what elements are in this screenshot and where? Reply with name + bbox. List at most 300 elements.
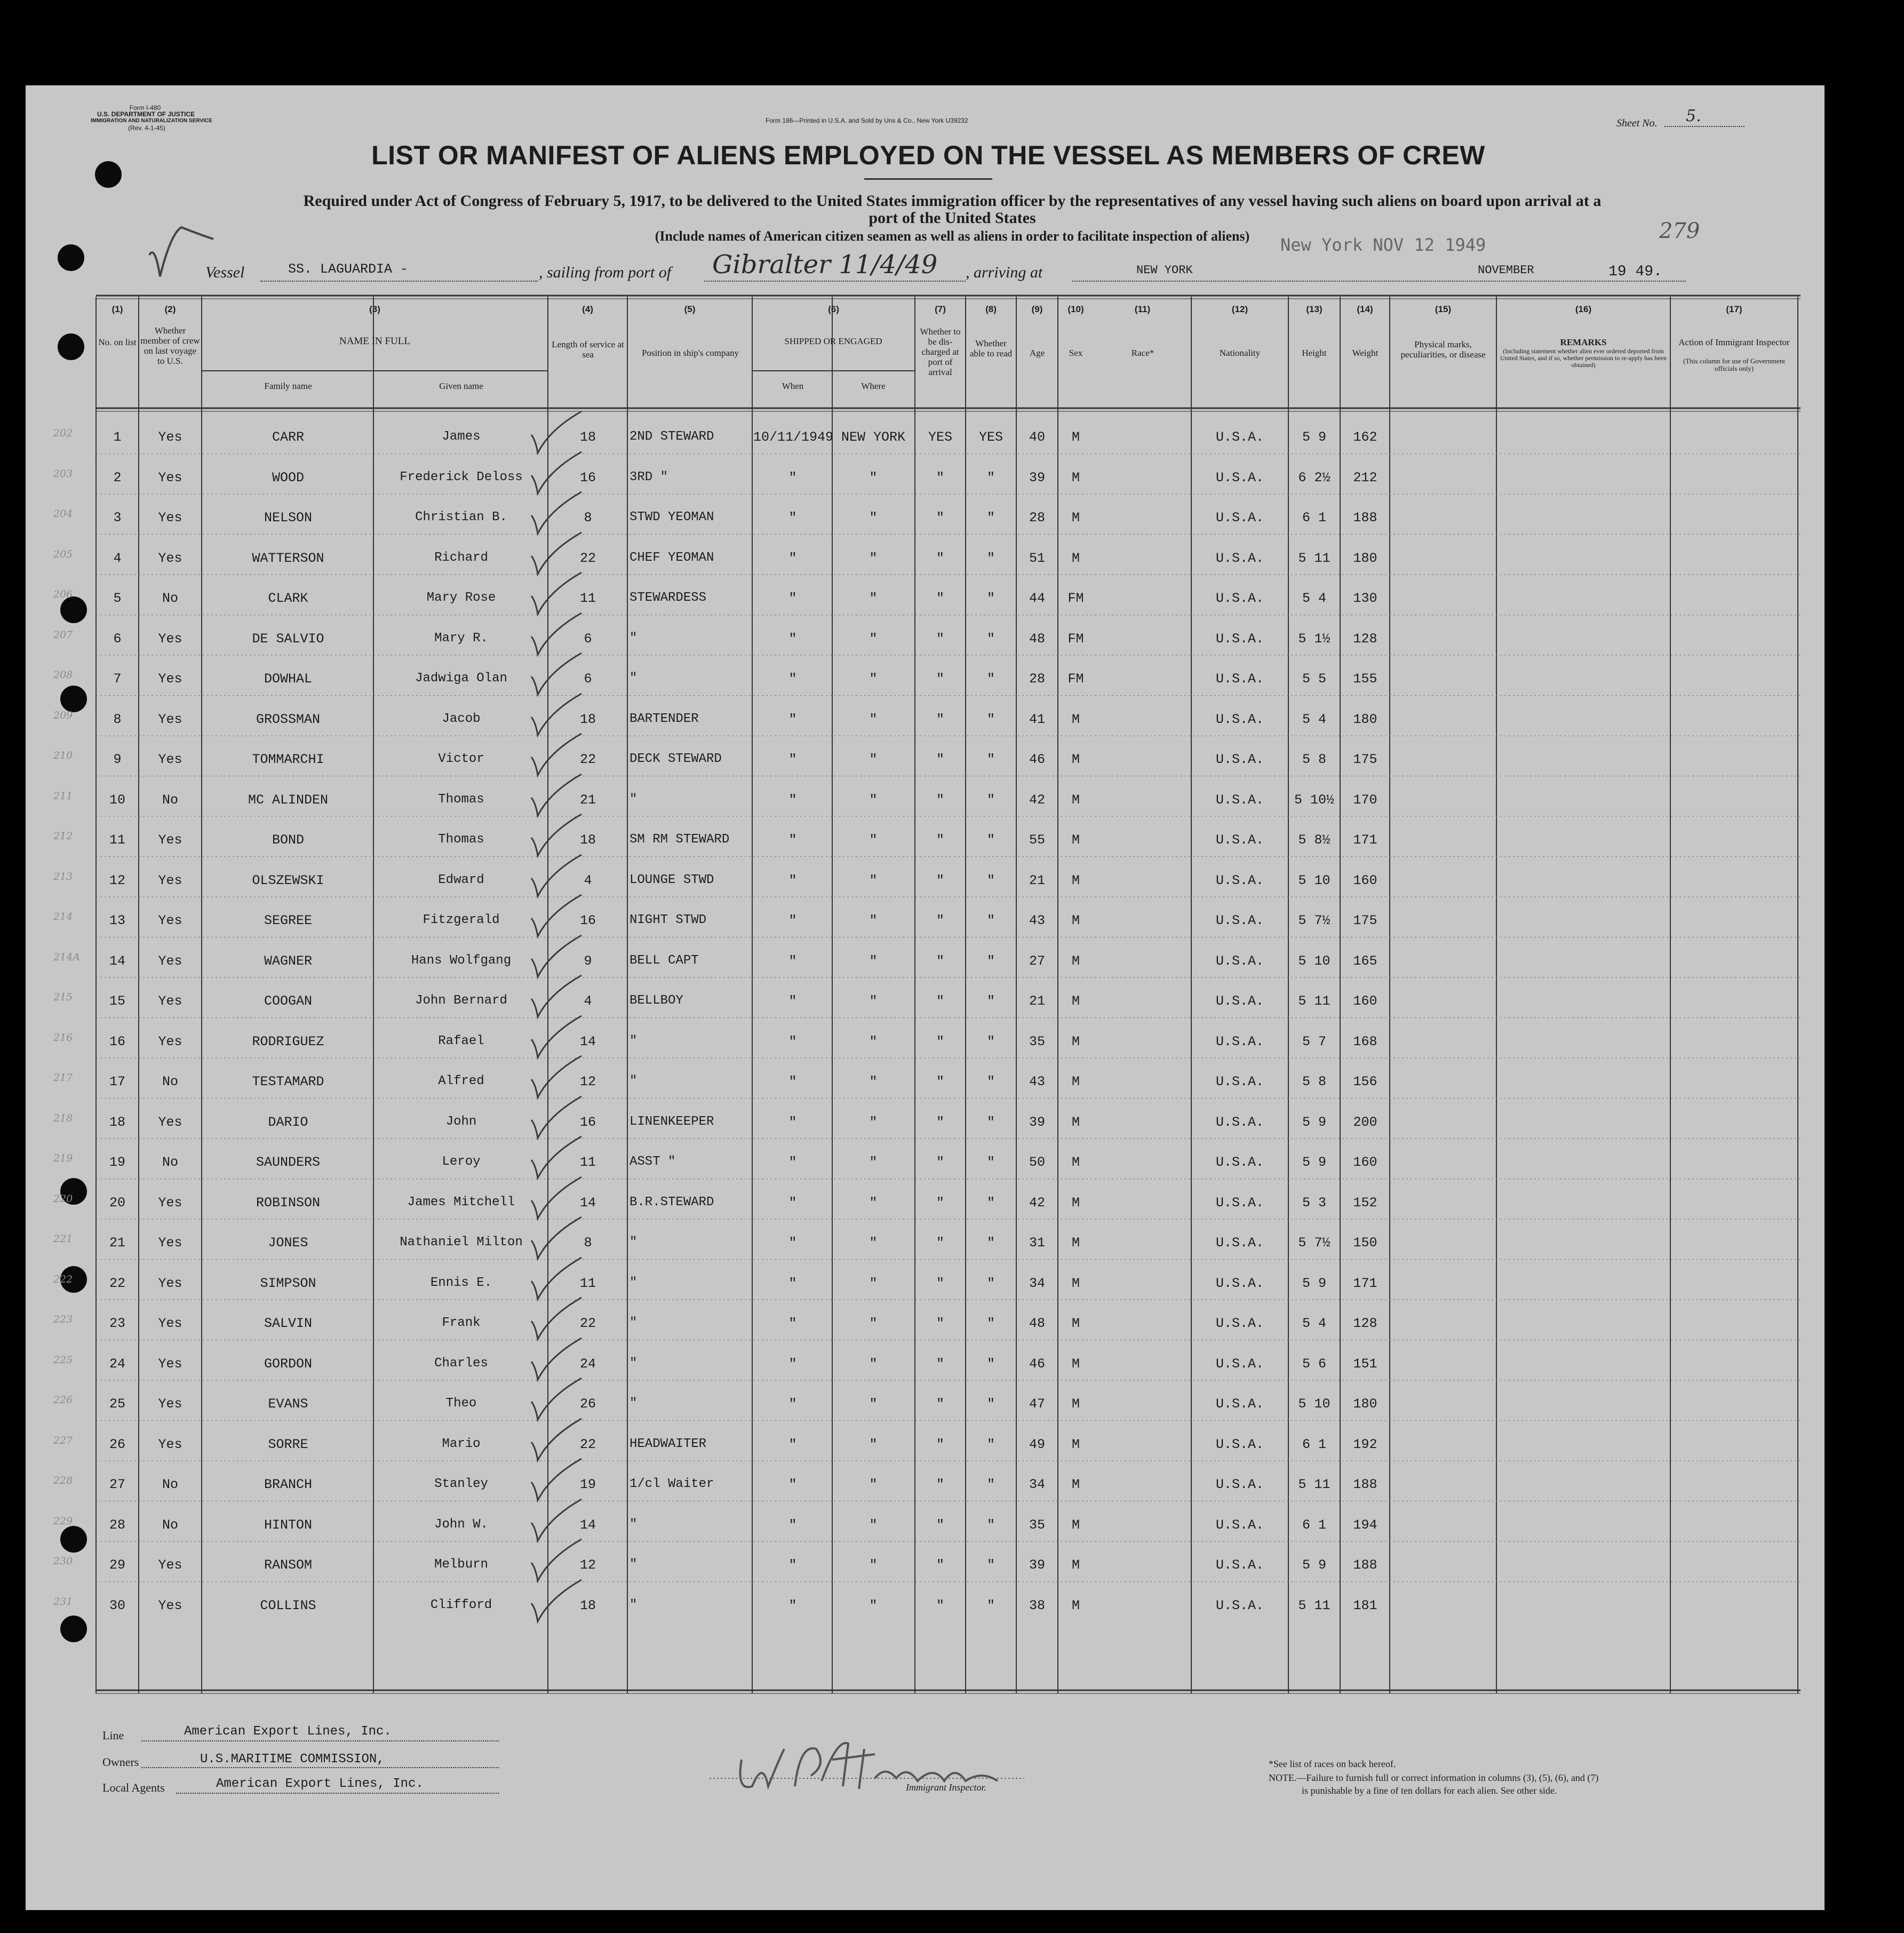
row-reference: 206: [53, 588, 73, 600]
cell-position: ": [630, 1275, 638, 1290]
cell-given-name: Clifford: [430, 1597, 492, 1612]
cell-position: LOUNGE STWD: [630, 872, 714, 887]
cell-nationality: U.S.A.: [1215, 1195, 1264, 1211]
cell-age: 46: [1029, 752, 1045, 767]
cell-weight: 194: [1353, 1517, 1377, 1533]
cell-shipped-where: ": [869, 470, 878, 486]
cell-weight: 128: [1353, 1316, 1377, 1331]
cell-family-name: GORDON: [264, 1356, 312, 1372]
cell-family-name: SIMPSON: [260, 1275, 316, 1291]
cell-height: 5 8: [1302, 752, 1326, 767]
cell-nationality: U.S.A.: [1215, 671, 1264, 687]
column-number-5: (5): [684, 304, 696, 314]
cell-last-voyage: No: [162, 1155, 178, 1170]
cell-family-name: SALVIN: [264, 1316, 312, 1331]
cell-shipped-where: ": [869, 1557, 878, 1573]
cell-able-to-read: ": [986, 832, 995, 848]
cell-position: BELL CAPT: [630, 953, 699, 968]
column-number-3: (3): [369, 304, 380, 314]
cell-age: 34: [1029, 1275, 1045, 1291]
cell-discharged: ": [936, 1235, 944, 1251]
cell-given-name: John: [445, 1114, 477, 1129]
cell-position: LINENKEEPER: [630, 1114, 714, 1129]
table-row: [0, 615, 1904, 656]
department: U.S. DEPARTMENT OF JUSTICE: [97, 110, 195, 118]
cell-family-name: BOND: [272, 832, 304, 848]
row-reference: 217: [53, 1072, 73, 1084]
cell-height: 5 7: [1302, 1033, 1326, 1049]
cell-row-number: 11: [109, 832, 125, 848]
cell-nationality: U.S.A.: [1215, 1517, 1264, 1533]
col-age: Age: [1029, 348, 1045, 358]
row-reference: 208: [53, 669, 73, 681]
cell-height: 5 1½: [1298, 631, 1331, 647]
cell-position: STEWARDESS: [630, 591, 707, 605]
cell-able-to-read: ": [986, 711, 995, 727]
cell-family-name: DARIO: [268, 1114, 308, 1130]
cell-position: ": [630, 1316, 638, 1330]
cell-height: 5 7½: [1298, 913, 1331, 928]
col-when: When: [782, 381, 804, 391]
cell-sex: M: [1071, 429, 1080, 445]
cell-given-name: Jadwiga Olan: [415, 671, 507, 686]
col-shipped-engaged: SHIPPED OR ENGAGED: [784, 336, 882, 346]
fine-note-2: is punishable by a fine of ten dollars for each alien. See other side.: [1302, 1785, 1557, 1796]
cell-shipped-when: ": [788, 1155, 797, 1170]
owners-label: Owners: [102, 1755, 139, 1769]
cell-last-voyage: Yes: [158, 1436, 182, 1452]
cell-weight: 180: [1353, 1396, 1377, 1412]
cell-given-name: John W.: [434, 1517, 488, 1532]
cell-discharged: ": [936, 1275, 944, 1291]
cell-last-voyage: Yes: [158, 1033, 182, 1049]
cell-height: 6 1: [1302, 1517, 1326, 1533]
cell-shipped-where: ": [869, 1033, 878, 1049]
cell-shipped-when: ": [788, 470, 797, 486]
cell-last-voyage: Yes: [158, 631, 182, 647]
row-reference: 207: [53, 629, 73, 641]
cell-shipped-where: ": [869, 1597, 878, 1613]
cell-length-of-service: 22: [579, 1316, 596, 1331]
table-row: [0, 413, 1904, 454]
column-number-6: (6): [828, 304, 839, 314]
cell-height: 5 10: [1298, 872, 1331, 888]
cell-family-name: TESTAMARD: [252, 1074, 324, 1089]
cell-last-voyage: No: [162, 1477, 178, 1492]
cell-nationality: U.S.A.: [1215, 470, 1264, 486]
cell-discharged: ": [936, 1436, 944, 1452]
line-name: American Export Lines, Inc.: [184, 1724, 392, 1739]
column-number-1: (1): [111, 304, 123, 314]
cell-family-name: HINTON: [264, 1517, 312, 1533]
cell-nationality: U.S.A.: [1215, 993, 1264, 1009]
cell-family-name: RODRIGUEZ: [252, 1033, 324, 1049]
cell-sex: M: [1071, 1436, 1080, 1452]
cell-length-of-service: 14: [579, 1195, 596, 1211]
cell-length-of-service: 22: [579, 1436, 596, 1452]
cell-age: 48: [1029, 1316, 1045, 1331]
cell-able-to-read: YES: [978, 429, 1003, 445]
cell-shipped-when: ": [788, 711, 797, 727]
cell-length-of-service: 4: [584, 993, 592, 1009]
table-row: [0, 776, 1904, 817]
cell-sex: M: [1071, 711, 1080, 727]
cell-row-number: 22: [109, 1275, 125, 1291]
cell-sex: M: [1071, 1316, 1080, 1331]
cell-age: 35: [1029, 1517, 1045, 1533]
col-length-of-service: Length of service at sea: [552, 339, 624, 360]
cell-sex: M: [1071, 913, 1080, 928]
cell-discharged: ": [936, 510, 944, 526]
cell-weight: 151: [1353, 1356, 1377, 1372]
row-reference: 214: [53, 911, 73, 922]
cell-given-name: Jacob: [442, 711, 481, 726]
cell-last-voyage: No: [162, 591, 178, 606]
cell-discharged: ": [936, 1356, 944, 1372]
table-row: [0, 1300, 1904, 1340]
cell-nationality: U.S.A.: [1215, 872, 1264, 888]
col-discharged: Whether to be dis-charged at port of arrival: [920, 327, 961, 377]
cell-shipped-where: ": [869, 1275, 878, 1291]
cell-height: 5 8: [1302, 1074, 1326, 1089]
cell-discharged: ": [936, 1517, 944, 1533]
cell-able-to-read: ": [986, 953, 995, 969]
subtitle-line-1: Required under Act of Congress of February 5, 1917, to be delivered to the United States immigration officer by the representatives of any vessel having such aliens on board upon arrival at a: [303, 192, 1602, 210]
cell-family-name: SORRE: [268, 1436, 308, 1452]
cell-discharged: ": [936, 711, 944, 727]
cell-last-voyage: Yes: [158, 470, 182, 486]
cell-position: ": [630, 1557, 638, 1572]
cell-given-name: Frederick Deloss: [400, 470, 523, 484]
cell-last-voyage: Yes: [158, 429, 182, 445]
cell-height: 6 2½: [1298, 470, 1331, 486]
cell-given-name: Frank: [442, 1316, 481, 1330]
col-nationality: Nationality: [1219, 348, 1261, 358]
col-inspector-action: Action of Immigrant Inspector: [1678, 337, 1790, 347]
cell-length-of-service: 21: [579, 792, 596, 808]
page-title: LIST OR MANIFEST OF ALIENS EMPLOYED ON THE VESSEL AS MEMBERS OF CREW: [371, 140, 1485, 170]
cell-able-to-read: ": [986, 550, 995, 566]
cell-position: SM RM STEWARD: [630, 832, 730, 847]
cell-last-voyage: Yes: [158, 1557, 182, 1573]
cell-weight: 156: [1353, 1074, 1377, 1089]
owners-rule: [141, 1767, 499, 1768]
cell-nationality: U.S.A.: [1215, 1557, 1264, 1573]
fine-note: NOTE.—Failure to furnish full or correct information in columns (3), (5), (6), and (7): [1269, 1772, 1599, 1783]
cell-shipped-where: ": [869, 1195, 878, 1211]
cell-nationality: U.S.A.: [1215, 1033, 1264, 1049]
cell-height: 5 10: [1298, 1396, 1331, 1412]
races-note: *See list of races on back hereof.: [1269, 1759, 1396, 1769]
cell-last-voyage: Yes: [158, 1597, 182, 1613]
cell-weight: 150: [1353, 1235, 1377, 1251]
row-reference: 212: [53, 830, 73, 842]
cell-shipped-where: ": [869, 1436, 878, 1452]
cell-sex: FM: [1067, 631, 1084, 647]
printer-line: Form 186—Printed in U.S.A. and Sold by Uns & Co., New York U39232: [766, 117, 968, 124]
cell-shipped-when: ": [788, 631, 797, 647]
inspector-signature: [704, 1728, 1035, 1808]
cell-height: 5 4: [1302, 1316, 1326, 1331]
cell-family-name: SAUNDERS: [256, 1155, 321, 1170]
cell-age: 48: [1029, 631, 1045, 647]
cell-family-name: EVANS: [268, 1396, 308, 1412]
cell-length-of-service: 11: [579, 1155, 596, 1170]
cell-able-to-read: ": [986, 1356, 995, 1372]
cell-shipped-when: ": [788, 1517, 797, 1533]
cell-weight: 188: [1353, 510, 1377, 526]
cell-position: ": [630, 792, 638, 807]
cell-last-voyage: Yes: [158, 1114, 182, 1130]
col-physical-marks: Physical marks, peculiarities, or disease: [1400, 339, 1486, 360]
cell-weight: 170: [1353, 792, 1377, 808]
row-reference: 222: [53, 1273, 73, 1285]
cell-discharged: ": [936, 1597, 944, 1613]
cell-shipped-when: ": [788, 832, 797, 848]
column-number-12: (12): [1231, 304, 1248, 314]
cell-length-of-service: 18: [579, 1597, 596, 1613]
cell-sex: M: [1071, 993, 1080, 1009]
cell-nationality: U.S.A.: [1215, 510, 1264, 526]
cell-length-of-service: 6: [584, 671, 592, 687]
cell-position: ": [630, 1517, 638, 1532]
cell-last-voyage: No: [162, 1074, 178, 1089]
cell-length-of-service: 22: [579, 752, 596, 767]
cell-age: 42: [1029, 792, 1045, 808]
cell-height: 5 11: [1298, 550, 1331, 566]
cell-sex: M: [1071, 832, 1080, 848]
cell-shipped-where: NEW YORK: [841, 429, 906, 445]
cell-weight: 175: [1353, 752, 1377, 767]
cell-age: 49: [1029, 1436, 1045, 1452]
cell-shipped-where: ": [869, 510, 878, 526]
table-row: [0, 696, 1904, 736]
cell-row-number: 2: [113, 470, 122, 486]
cell-age: 27: [1029, 953, 1045, 969]
table-row: [0, 1219, 1904, 1260]
cell-family-name: ROBINSON: [256, 1195, 321, 1211]
cell-weight: 212: [1353, 470, 1377, 486]
cell-row-number: 12: [109, 872, 125, 888]
cell-discharged: ": [936, 1155, 944, 1170]
cell-row-number: 9: [113, 752, 122, 767]
table-row: [0, 937, 1904, 978]
cell-row-number: 6: [113, 631, 122, 647]
cell-discharged: ": [936, 1114, 944, 1130]
cell-position: 3RD ": [630, 470, 668, 484]
cell-shipped-when: ": [788, 993, 797, 1009]
cell-sex: M: [1071, 1557, 1080, 1573]
cell-able-to-read: ": [986, 510, 995, 526]
cell-nationality: U.S.A.: [1215, 792, 1264, 808]
cell-shipped-where: ": [869, 832, 878, 848]
row-reference: 209: [53, 709, 73, 721]
cell-last-voyage: Yes: [158, 953, 182, 969]
sailing-port: Gibralter 11/4/49: [712, 250, 938, 280]
cell-shipped-when: ": [788, 1557, 797, 1573]
cell-row-number: 18: [109, 1114, 125, 1130]
column-number-14: (14): [1357, 304, 1373, 314]
cell-row-number: 4: [113, 550, 122, 566]
column-number-13: (13): [1306, 304, 1323, 314]
row-reference: 211: [53, 790, 73, 802]
cell-given-name: Stanley: [434, 1477, 488, 1491]
cell-length-of-service: 8: [584, 1235, 592, 1251]
cell-length-of-service: 8: [584, 510, 592, 526]
table-row: [0, 816, 1904, 857]
service-name: IMMIGRATION AND NATURALIZATION SERVICE: [91, 118, 212, 124]
cell-age: 43: [1029, 913, 1045, 928]
cell-able-to-read: ": [986, 1396, 995, 1412]
table-row: [0, 1340, 1904, 1381]
cell-position: ": [630, 1235, 638, 1250]
cell-length-of-service: 18: [579, 832, 596, 848]
row-reference: 215: [53, 991, 73, 1003]
row-reference: 216: [53, 1031, 73, 1044]
cell-sex: M: [1071, 1275, 1080, 1291]
cell-height: 5 11: [1298, 993, 1331, 1009]
cell-age: 42: [1029, 1195, 1045, 1211]
cell-length-of-service: 22: [579, 550, 596, 566]
date-stamp: New York NOV 12 1949: [1280, 235, 1486, 255]
cell-length-of-service: 14: [579, 1517, 596, 1533]
cell-position: ": [630, 1074, 638, 1088]
cell-shipped-when: ": [788, 953, 797, 969]
cell-length-of-service: 24: [579, 1356, 596, 1372]
cell-family-name: CLARK: [268, 591, 308, 606]
cell-weight: 188: [1353, 1557, 1377, 1573]
column-number-9: (9): [1031, 304, 1043, 314]
cell-length-of-service: 11: [579, 591, 596, 606]
cell-able-to-read: ": [986, 1275, 995, 1291]
cell-shipped-where: ": [869, 550, 878, 566]
cell-height: 5 3: [1302, 1195, 1326, 1211]
cell-nationality: U.S.A.: [1215, 1356, 1264, 1372]
cell-length-of-service: 4: [584, 872, 592, 888]
cell-nationality: U.S.A.: [1215, 631, 1264, 647]
table-row: [0, 535, 1904, 575]
cell-given-name: Richard: [434, 550, 488, 565]
cell-sex: M: [1071, 1517, 1080, 1533]
cell-age: 39: [1029, 470, 1045, 486]
cell-length-of-service: 11: [579, 1275, 596, 1291]
cell-sex: M: [1071, 550, 1080, 566]
cell-row-number: 25: [109, 1396, 125, 1412]
cell-age: 55: [1029, 832, 1045, 848]
cell-shipped-when: ": [788, 792, 797, 808]
cell-age: 38: [1029, 1597, 1045, 1613]
cell-age: 39: [1029, 1557, 1045, 1573]
cell-height: 6 1: [1302, 510, 1326, 526]
cell-height: 5 10½: [1294, 792, 1334, 808]
cell-shipped-when: ": [788, 1074, 797, 1089]
col-given-name: Given name: [439, 381, 483, 391]
cell-last-voyage: Yes: [158, 1356, 182, 1372]
cell-position: BARTENDER: [630, 711, 699, 726]
cell-height: 5 9: [1302, 429, 1326, 445]
cell-nationality: U.S.A.: [1215, 1597, 1264, 1613]
cell-height: 5 11: [1298, 1597, 1331, 1613]
cell-height: 5 7½: [1298, 1235, 1331, 1251]
cell-given-name: Charles: [434, 1356, 488, 1371]
cell-weight: 180: [1353, 711, 1377, 727]
cell-sex: M: [1071, 872, 1080, 888]
cell-weight: 171: [1353, 832, 1377, 848]
cell-sex: M: [1071, 510, 1080, 526]
cell-row-number: 19: [109, 1155, 125, 1170]
cell-nationality: U.S.A.: [1215, 1396, 1264, 1412]
cell-family-name: BRANCH: [264, 1477, 312, 1492]
cell-row-number: 15: [109, 993, 125, 1009]
inspector-label: Immigrant Inspector.: [906, 1782, 986, 1793]
table-row: [0, 1421, 1904, 1461]
cell-able-to-read: ": [986, 1517, 995, 1533]
cell-shipped-where: ": [869, 1316, 878, 1331]
col-last-voyage: Whether member of crew on last voyage to U.S.: [140, 325, 200, 366]
cell-discharged: YES: [928, 429, 952, 445]
cell-sex: M: [1071, 1033, 1080, 1049]
cell-sex: M: [1071, 1114, 1080, 1130]
cell-discharged: ": [936, 631, 944, 647]
cell-sex: M: [1071, 1396, 1080, 1412]
cell-sex: FM: [1067, 671, 1084, 687]
cell-weight: 160: [1353, 1155, 1377, 1170]
table-row: [0, 736, 1904, 776]
subtitle-line-3: (Include names of American citizen seamen as well as aliens in order to facilitate inspection of aliens): [655, 228, 1250, 244]
col-weight: Weight: [1352, 348, 1379, 358]
cell-position: ": [630, 1597, 638, 1612]
cell-weight: 152: [1353, 1195, 1377, 1211]
cell-family-name: NELSON: [264, 510, 312, 526]
table-row: [0, 1501, 1904, 1542]
column-number-8: (8): [985, 304, 997, 314]
table-row: [0, 655, 1904, 696]
cell-sex: M: [1071, 1356, 1080, 1372]
cell-given-name: Alfred: [438, 1074, 484, 1088]
cell-last-voyage: Yes: [158, 550, 182, 566]
col-family-name: Family name: [264, 381, 312, 391]
cell-weight: 165: [1353, 953, 1377, 969]
cell-able-to-read: ": [986, 1316, 995, 1331]
cell-last-voyage: Yes: [158, 832, 182, 848]
cell-weight: 171: [1353, 1275, 1377, 1291]
arriving-label: , arriving at: [966, 264, 1043, 281]
cell-shipped-when: ": [788, 913, 797, 928]
page-number: 279: [1659, 219, 1700, 243]
cell-sex: FM: [1067, 591, 1084, 606]
cell-nationality: U.S.A.: [1215, 1275, 1264, 1291]
cell-shipped-where: ": [869, 792, 878, 808]
cell-row-number: 23: [109, 1316, 125, 1331]
cell-position: HEADWAITER: [630, 1436, 707, 1451]
cell-given-name: Victor: [438, 752, 484, 766]
cell-position: ": [630, 631, 638, 646]
cell-sex: M: [1071, 1195, 1080, 1211]
table-row: [0, 1541, 1904, 1582]
cell-nationality: U.S.A.: [1215, 1114, 1264, 1130]
table-row: [0, 1179, 1904, 1220]
sailing-label: , sailing from port of: [539, 264, 672, 281]
cell-given-name: Edward: [438, 872, 484, 887]
cell-row-number: 8: [113, 711, 122, 727]
cell-shipped-when: ": [788, 671, 797, 687]
cell-sex: M: [1071, 1477, 1080, 1492]
arrival-month: NOVEMBER: [1478, 264, 1534, 277]
cell-able-to-read: ": [986, 913, 995, 928]
cell-last-voyage: Yes: [158, 711, 182, 727]
table-row: [0, 494, 1904, 535]
row-reference: 218: [53, 1112, 73, 1124]
